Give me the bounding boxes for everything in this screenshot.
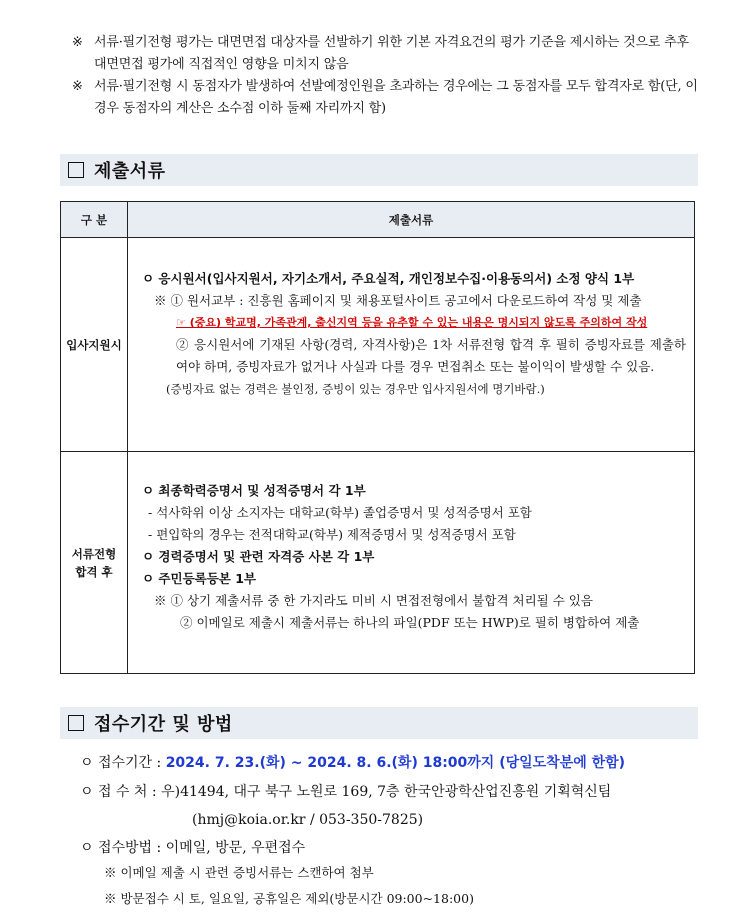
doc-note: ※ ① 원서교부 : 진흥원 홈페이지 및 채용포털사이트 공고에서 다운로드하여 작성 및 제출 [154, 293, 642, 308]
category-line: 서류전형 [71, 546, 117, 561]
apply-method: ㅇ 접수방법 : 이메일, 방문, 우편접수 [80, 840, 306, 856]
apply-place [80, 780, 611, 804]
note-text: 서류·필기전형 평가는 대면면접 대상자를 선발하기 위한 기본 자격요건의 평가 기준을 제시하는 것으로 추후 대면면접 평가에 직접적인 영향을 미치지 않음 [94, 35, 689, 72]
category-cell [61, 452, 128, 674]
table-row [61, 238, 695, 452]
header-category: 구 분 [61, 202, 128, 238]
note-text: 서류·필기전형 시 동점자가 발생하여 선발예정인원을 초과하는 경우에는 그 동점자를 모두 합격자로 함(단, 이 경우 동점자의 계산은 소수점 이하 둘째 자리까지 함) [94, 79, 698, 116]
doc-note: ※ ① 상기 제출서류 중 한 가지라도 미비 시 면접전형에서 불합격 처리될 수 있음 [154, 593, 593, 608]
apply-period [80, 751, 625, 775]
content-cell [128, 452, 695, 674]
section-header-documents [60, 154, 698, 186]
note-mark: ※ [72, 79, 83, 94]
note-tie [72, 76, 702, 120]
doc-note: ② 이메일로 제출시 제출서류는 하나의 파일(PDF 또는 HWP)로 필히 병합하여 제출 [180, 615, 640, 630]
apply-period-label: ㅇ 접수기간 : [80, 755, 166, 771]
doc-sub: - 석사학위 이상 소지자는 대학교(학부) 졸업증명서 및 성적증명서 포함 [148, 505, 532, 520]
doc-note: (증빙자료 없는 경력은 불인정, 증빙이 있는 경우만 입사지원서에 명기바람.) [166, 382, 545, 396]
note-evaluation [72, 32, 702, 76]
header-documents: 제출서류 [128, 202, 695, 238]
doc-title: ㅇ 최종학력증명서 및 성적증명서 각 1부 [142, 483, 366, 498]
category-cell: 입사지원시 [61, 238, 128, 452]
category-line: 합격 후 [75, 564, 113, 579]
doc-sub: - 편입학의 경우는 전적대학교(학부) 제적증명서 및 성적증명서 포함 [148, 527, 516, 542]
documents-table [60, 201, 695, 674]
section-title: 제출서류 [94, 161, 166, 182]
apply-note: ※ 이메일 제출 시 관련 증빙서류는 스캔하여 첨부 [104, 865, 374, 880]
section-title: 접수기간 및 방법 [94, 714, 233, 735]
apply-place-value: 우)41494, 대구 북구 노원로 169, 7층 한국안광학산업진흥원 기획혁신팀 [161, 784, 612, 800]
apply-place-label: ㅇ 접 수 처 : [80, 784, 162, 800]
note-mark: ※ [72, 35, 83, 50]
checkbox-square-icon [68, 715, 84, 731]
apply-contact: (hmj@koia.or.kr / 053-350-7825) [192, 812, 424, 828]
doc-title: ㅇ 경력증명서 및 관련 자격증 사본 각 1부 [142, 549, 375, 564]
warning-note: ☞ (중요) 학교명, 가족관계, 출신지역 등을 유추할 수 있는 내용은 명시되지 않도록 주의하여 작성 [176, 316, 648, 329]
content-cell [128, 238, 695, 452]
apply-note: ※ 방문접수 시 토, 일요일, 공휴일은 제외(방문시간 09:00~18:00) [104, 891, 474, 906]
checkbox-square-icon [68, 162, 84, 178]
doc-title: ㅇ 주민등록등본 1부 [142, 571, 257, 586]
doc-note: ② 응시원서에 기재된 사항(경력, 자격사항)은 1차 서류전형 합격 후 필히 증빙자료를 제출하여야 하며, 증빙자료가 없거나 사실과 다를 경우 면접취소 또는 불이익이 발생할 수 있음. [176, 337, 686, 374]
section-header-application [60, 707, 698, 739]
doc-title: ㅇ 응시원서(입사지원서, 자기소개서, 주요실적, 개인정보수집·이용동의서) 소정 양식 1부 [142, 271, 635, 286]
table-row [61, 452, 695, 674]
apply-period-value: 2024. 7. 23.(화) ~ 2024. 8. 6.(화) 18:00까지 (당일도착분에 한함) [165, 755, 626, 771]
table-header-row [61, 202, 695, 238]
